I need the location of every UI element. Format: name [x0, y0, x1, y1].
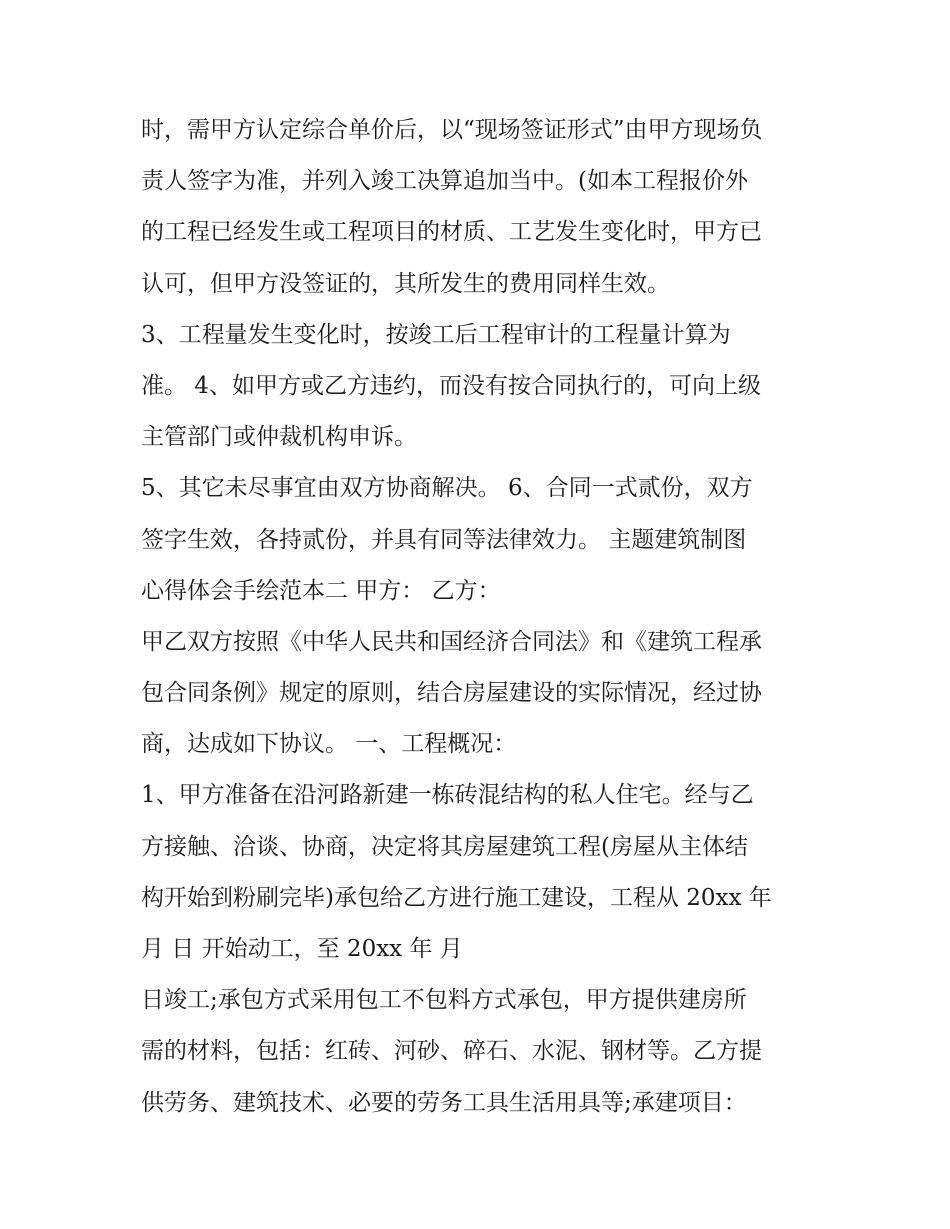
contract-body-text — [141, 105, 821, 1129]
text-line: 商，达成如下协议。 一、工程概况： — [141, 731, 517, 758]
text-line: 月 日 开始动工，至 20xx 年 月 — [141, 936, 463, 962]
text-line: 准。 4、如甲方或乙方违约，而没有按合同执行的，可向上级 — [141, 372, 761, 399]
text-line: 认可，但甲方没签证的，其所发生的费用同样生效。 — [141, 270, 670, 297]
text-line: 责人签字为准，并列入竣工决算追加当中。(如本工程报价外 — [141, 168, 748, 195]
text-line: 方接触、洽谈、协商，决定将其房屋建筑工程(房屋从主体结 — [141, 833, 748, 860]
text-line: 构开始到粉刷完毕)承包给乙方进行施工建设，工程从 20xx 年 — [141, 884, 772, 911]
text-line: 1、甲方准备在沿河路新建一栋砖混结构的私人住宅。经与乙 — [141, 782, 754, 809]
text-line: 主管部门或仲裁机构申诉。 — [141, 424, 417, 451]
text-line: 签字生效，各持贰份，并具有同等法律效力。 主题建筑制图 — [141, 526, 747, 553]
text-line: 5、其它未尽事宜由双方协商解决。 6、合同一式贰份，双方 — [141, 475, 753, 502]
text-line: 需的材料，包括：红砖、河砂、碎石、水泥、钢材等。乙方提 — [141, 1038, 762, 1065]
text-line: 供劳务、建筑技术、必要的劳务工具生活用具等;承建项目： — [141, 1089, 747, 1116]
text-line: 的工程已经发生或工程项目的材质、工艺发生变化时，甲方已 — [141, 219, 762, 246]
text-line: 3、工程量发生变化时，按竣工后工程审计的工程量计算为 — [141, 321, 731, 348]
text-line: 日竣工;承包方式采用包工不包料方式承包，甲方提供建房所 — [141, 987, 747, 1014]
text-line: 包合同条例》规定的原则，结合房屋建设的实际情况，经过协 — [141, 680, 762, 707]
text-line: 时，需甲方认定综合单价后，以“现场签证形式”由甲方现场负 — [141, 117, 763, 143]
text-line: 心得体会手绘范本二 甲方： 乙方： — [141, 577, 501, 604]
text-line: 甲乙双方按照《中华人民共和国经济合同法》和《建筑工程承 — [141, 628, 762, 655]
